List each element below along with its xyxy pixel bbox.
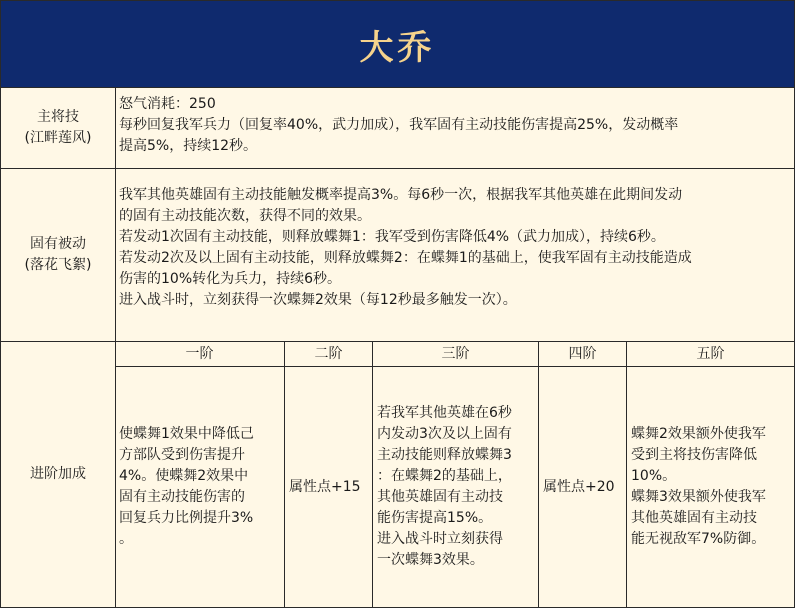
stage-1-line: 回复兵力比例提升3% — [119, 510, 254, 526]
main-skill-label — [1, 88, 116, 168]
stage-2-line: 属性点+15 — [289, 478, 361, 495]
stage-4-line: 属性点+20 — [543, 478, 615, 495]
main-skill-line: 每秒回复我军兵力（回复率40%，武力加成），我军固有主动技能伤害提高25%，发动概率 — [119, 117, 679, 133]
passive-skill-line: 进入战斗时，立刻获得一次蝶舞2效果（每12秒最多触发一次）。 — [119, 292, 517, 308]
stage-5-line: 蝶舞3效果额外使我军 — [631, 489, 766, 505]
stage-5-line: 蝶舞2效果额外使我军 — [631, 426, 766, 442]
main-skill-desc — [119, 94, 786, 157]
main-skill-line: 提高5%，持续12秒。 — [119, 138, 258, 154]
stage-2-cell — [285, 367, 373, 607]
passive-skill-desc — [119, 185, 786, 311]
passive-skill-line: 伤害的10%转化为兵力，持续6秒。 — [119, 271, 342, 287]
stage-5-line: 能无视敌军7%防御。 — [631, 531, 766, 547]
stage-3-header: 三阶 — [373, 342, 539, 367]
main-skill-title: 主将技 — [37, 109, 79, 125]
advancement-grid — [115, 342, 794, 607]
main-skill-name: (江畔莲风) — [24, 130, 92, 146]
stage-2-header: 二阶 — [285, 342, 373, 367]
title-bar — [1, 1, 794, 88]
advancement-row — [1, 342, 794, 607]
passive-skill-line: 的固有主动技能次数，获得不同的效果。 — [119, 208, 371, 224]
main-skill-row — [1, 88, 794, 169]
stage-5-cell — [627, 367, 794, 607]
passive-skill-row — [1, 169, 794, 342]
passive-skill-title: 固有被动 — [30, 236, 86, 252]
passive-skill-line: 我军其他英雄固有主动技能触发概率提高3%。每6秒一次，根据我军其他英雄在此期间发动 — [119, 187, 683, 203]
main-skill-line: 怒气消耗：250 — [119, 96, 216, 112]
stage-3-line: 主动技能则释放蝶舞3 — [377, 447, 512, 463]
stage-3-line: 其他英雄固有主动技 — [377, 489, 503, 505]
stage-1-line: 。 — [119, 531, 133, 547]
passive-skill-name: (落花飞絮) — [24, 257, 92, 273]
stage-3-line: ：在蝶舞2的基础上， — [377, 468, 512, 484]
stage-5-line: 受到主将技伤害降低 — [631, 447, 757, 463]
stage-3-line: 内发动3次及以上固有 — [377, 426, 512, 442]
stage-1-line: 使蝶舞1效果中降低己 — [119, 426, 254, 442]
stage-3-line: 进入战斗时立刻获得 — [377, 531, 503, 547]
stage-1-header: 一阶 — [115, 342, 285, 367]
advancement-title: 进阶加成 — [30, 466, 86, 482]
stage-5-line: 10%。 — [631, 468, 677, 484]
stage-3-line: 若我军其他英雄在6秒 — [377, 405, 512, 421]
passive-skill-line: 若发动1次固有主动技能，则释放蝶舞1：我军受到伤害降低4%（武力加成），持续6秒。 — [119, 229, 665, 245]
stage-5-header: 五阶 — [627, 342, 794, 367]
advancement-label — [1, 342, 116, 607]
passive-skill-label — [1, 169, 116, 341]
stage-4-cell — [539, 367, 627, 607]
stage-1-line: 固有主动技能伤害的 — [119, 489, 245, 505]
stage-3-cell — [373, 367, 539, 607]
stage-1-line: 4%。使蝶舞2效果中 — [119, 468, 249, 484]
stage-3-line: 一次蝶舞3效果。 — [377, 552, 484, 568]
hero-name: 大乔 — [359, 27, 436, 68]
stage-5-line: 其他英雄固有主动技 — [631, 510, 757, 526]
stage-1-cell — [115, 367, 285, 607]
stage-4-header: 四阶 — [539, 342, 627, 367]
stage-3-line: 能伤害提高15%。 — [377, 510, 493, 526]
passive-skill-line: 若发动2次及以上固有主动技能，则释放蝶舞2：在蝶舞1的基础上，使我军固有主动技能造成 — [119, 250, 692, 266]
stage-1-line: 方部队受到伤害提升 — [119, 447, 245, 463]
